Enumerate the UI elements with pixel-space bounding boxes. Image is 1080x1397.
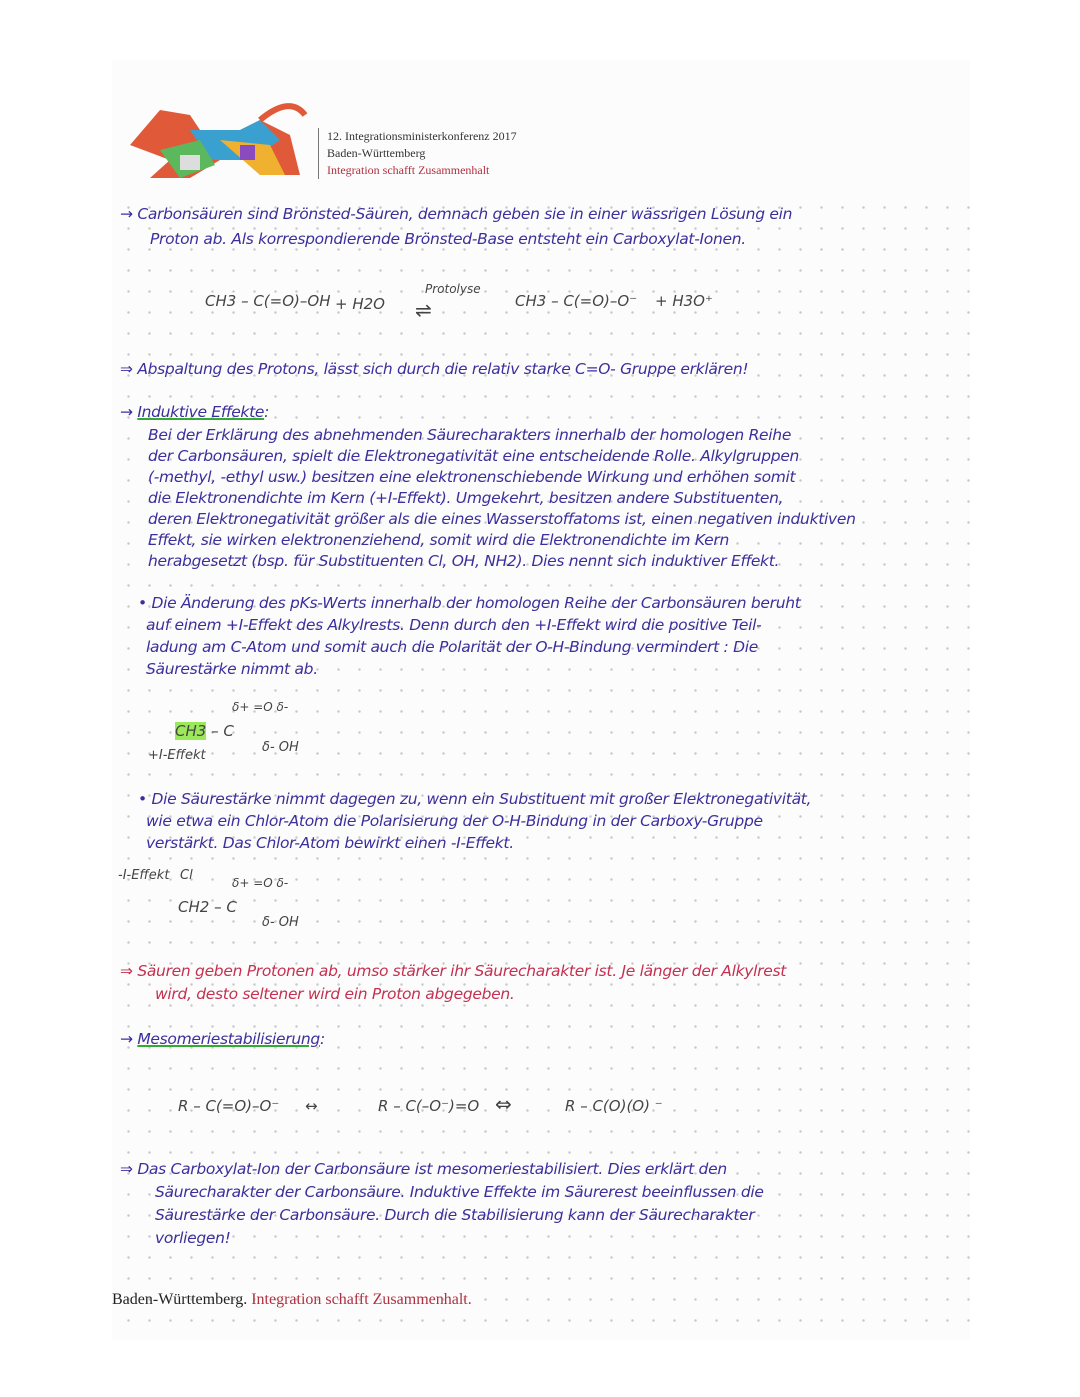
- plus-i-label: +I-Effekt: [148, 748, 206, 763]
- meso-structure-1: R – C(=O)–O⁻: [178, 1097, 280, 1115]
- inductive-line: der Carbonsäuren, spielt die Elektronegativität eine entscheidende Rolle. Alkylgruppen: [148, 447, 800, 465]
- meso-arrow: ↔: [305, 1097, 318, 1115]
- final-line: Säurecharakter der Carbonsäure. Induktive Effekte im Säurerest beeinflussen die: [155, 1183, 764, 1201]
- reaction-hydronium: + H3O⁺: [655, 292, 713, 310]
- pks-line: ladung am C-Atom und somit auch die Polarität der O-H-Bindung vermindert : Die: [146, 638, 758, 656]
- minus-i-label: -I-Effekt: [118, 868, 170, 883]
- section-arrow: → Induktive Effekte:: [120, 403, 270, 421]
- conference-header: 12. Integrationsministerkonferenz 2017 Baden-Württemberg Integration schafft Zusammenhalt: [318, 128, 517, 179]
- reaction-reactant: CH3 – C(=O)–OH: [205, 292, 331, 310]
- pks-line: auf einem +I-Effekt des Alkylrests. Denn durch den +I-Effekt wird die positive Teil-: [146, 616, 762, 634]
- chlor-line: • Die Säurestärke nimmt dagegen zu, wenn ein Substituent mit großer Elektronegativität,: [138, 790, 812, 808]
- inductive-line: herabgesetzt (bsp. für Substituenten Cl, OH, NH2). Dies nennt sich induktiver Effekt.: [148, 552, 780, 570]
- pks-line: • Die Änderung des pKs-Werts innerhalb der homologen Reihe der Carbonsäuren beruht: [138, 594, 801, 612]
- conclusion-line: ⇒ Säuren geben Protonen ab, umso stärker ihr Säurecharakter ist. Je länger der Alkylrest: [120, 962, 786, 980]
- struct2-top: δ+ =O δ-: [232, 876, 289, 890]
- inductive-heading: Induktive Effekte: [137, 403, 265, 421]
- conclusion-line: wird, desto seltener wird ein Proton abgegeben.: [155, 985, 515, 1003]
- struct1-main: CH3 – C: [175, 722, 234, 740]
- meso-structure-3: R – C(O)(O) ⁻: [565, 1097, 663, 1115]
- section-arrow: → Mesomeriestabilisierung:: [120, 1030, 325, 1048]
- inductive-line: Effekt, sie wirken elektronenziehend, somit wird die Elektronendichte im Kern: [148, 531, 729, 549]
- struct1-top: δ+ =O δ-: [232, 700, 289, 714]
- chlor-line: verstärkt. Das Chlor-Atom bewirkt einen -I-Effekt.: [146, 834, 514, 852]
- lion-logo: [120, 100, 310, 180]
- chlor-line: wie etwa ein Chlor-Atom die Polarisierung der O-H-Bindung in der Carboxy-Gruppe: [146, 812, 763, 830]
- struct1-oh: δ- OH: [262, 740, 299, 755]
- meso-structure-2: R – C(–O⁻)=O: [378, 1097, 480, 1115]
- abspaltung-note: ⇒ Abspaltung des Protons, lässt sich durch die relativ starke C=O- Gruppe erklären!: [120, 360, 749, 378]
- struct2-oh: δ- OH: [262, 915, 299, 930]
- equilibrium-arrow: ⇌: [415, 298, 432, 322]
- inductive-line: deren Elektronegativität größer als die eines Wasserstoffatoms ist, einen negativen induktiven: [148, 510, 856, 528]
- intro-line: Proton ab. Als korrespondierende Brönsted-Base entsteht ein Carboxylat-Ionen.: [150, 230, 746, 248]
- final-line: Säurestärke der Carbonsäure. Durch die Stabilisierung kann der Säurecharakter: [155, 1206, 755, 1224]
- inductive-line: Bei der Erklärung des abnehmenden Säurecharakters innerhalb der homologen Reihe: [148, 426, 792, 444]
- intro-line: → Carbonsäuren sind Brönsted-Säuren, demnach geben sie in einer wässrigen Lösung ein: [120, 205, 793, 223]
- reaction-water: + H2O: [335, 295, 385, 313]
- chlorine-label: Cl: [180, 868, 193, 883]
- footer: Baden-Württemberg. Integration schafft Zusammenhalt.: [112, 1291, 472, 1308]
- final-line: vorliegen!: [155, 1229, 231, 1247]
- meso-heading: Mesomeriestabilisierung: [137, 1030, 320, 1048]
- pks-line: Säurestärke nimmt ab.: [146, 660, 318, 678]
- inductive-line: die Elektronendichte im Kern (+I-Effekt). Umgekehrt, besitzen andere Substituenten,: [148, 489, 784, 507]
- final-line: ⇒ Das Carboxylat-Ion der Carbonsäure ist mesomeriestabilisiert. Dies erklärt den: [120, 1160, 727, 1178]
- reaction-product: CH3 – C(=O)–O⁻: [515, 292, 638, 310]
- reaction-arrow-label: Protolyse: [425, 282, 481, 296]
- meso-equiv-arrow: ⇔: [495, 1092, 512, 1116]
- struct2-main: CH2 – C: [178, 898, 237, 916]
- inductive-line: (-methyl, -ethyl usw.) besitzen eine elektronenschiebende Wirkung und erhöhen somit: [148, 468, 796, 486]
